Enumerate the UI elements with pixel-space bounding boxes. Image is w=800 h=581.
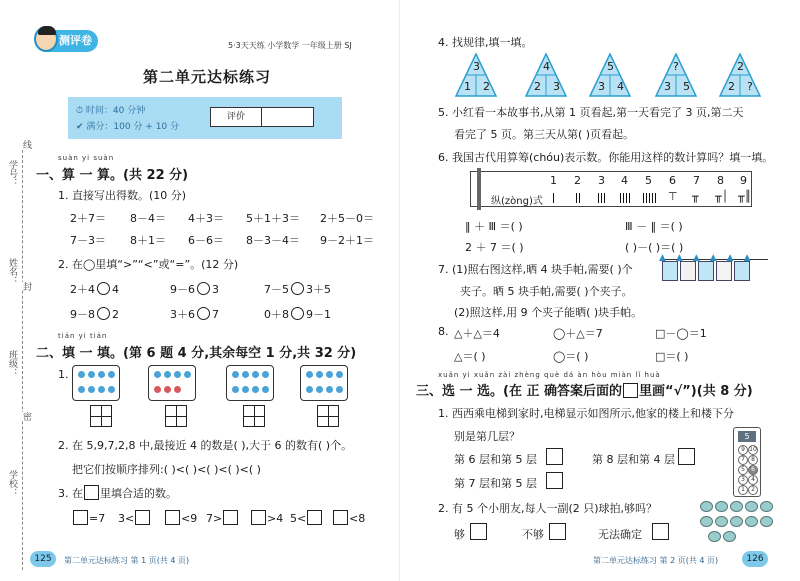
footer-left: 第二单元达标练习 第 1 页(共 4 页) [64, 556, 190, 565]
q8-answer: △＝( ) [454, 350, 486, 363]
racket-icon [760, 501, 773, 512]
section3-heading: 三、选 一 选。(在 正 确答案后面的 里画“√”)(共 8 分) [416, 384, 753, 399]
page-title: 第二单元达标练习 [143, 68, 272, 86]
fill-box-item: >4 [250, 510, 283, 525]
compare-item: 0＋8 9－1 [264, 308, 331, 321]
compare-circle[interactable] [291, 307, 304, 320]
cut-line [22, 150, 23, 570]
margin-mark: 封 [21, 282, 31, 291]
s3-q2-option-1: 够 [454, 528, 465, 541]
triangle-num: 3 [664, 80, 671, 93]
section2-heading: 二、填 一 填。(第 6 题 4 分,其余每空 1 分,共 32 分) [36, 346, 357, 361]
elevator-button: 8 [748, 455, 758, 465]
counting-rods-table [470, 171, 752, 207]
elevator-button: 4 [748, 475, 758, 485]
answer-grid[interactable] [165, 405, 187, 427]
s3-q1-option-3: 第 7 层和第 5 层 [454, 477, 537, 490]
rod-calc-4: ( )－( )＝( ) [625, 241, 684, 254]
s3-q1-option-2: 第 8 层和第 4 层 [592, 453, 675, 466]
q-s2-3-label: 3. 在 里填合适的数。 [58, 487, 177, 500]
rod-number: 3 [598, 174, 605, 187]
racket-icon [745, 501, 758, 512]
flower-box-1 [72, 365, 120, 401]
sample-box [84, 485, 99, 500]
compare-item: 3＋6 7 [170, 308, 219, 321]
compare-item: 9－6 3 [170, 283, 219, 296]
rod-glyph-6: ⊤ [668, 190, 678, 203]
margin-student-id: 学号： [7, 160, 17, 187]
fill-box-item: =7 [72, 510, 105, 525]
q-s2-1-label: 1. [58, 368, 69, 381]
elevator-button: 6 [748, 465, 758, 475]
margin-mark: 密 [21, 412, 31, 421]
calc-item: 6－6＝ [188, 234, 224, 247]
rod-number: 2 [574, 174, 581, 187]
answer-grid[interactable] [90, 405, 112, 427]
triangles-figure [454, 52, 774, 98]
section2-pinyin: tián yi tián [58, 332, 108, 340]
racket-icon [715, 516, 728, 527]
full-score: ✔ 满分：100 分 + 10 分 [76, 122, 180, 132]
fill-box[interactable] [135, 510, 150, 525]
answer-checkbox[interactable] [549, 523, 566, 540]
q6-label: 6. 我国古代用算筹(chóu)表示数。你能用这样的数计算吗？填一填。 [438, 151, 774, 164]
triangle-num: ? [673, 60, 679, 73]
margin-mark: 线 [21, 140, 31, 149]
calc-item: 2＋5－0＝ [320, 212, 374, 225]
triangle-num: 2 [483, 80, 490, 93]
binding-margin [0, 0, 34, 581]
q1-label: 1. 直接写出得数。(10 分) [58, 189, 187, 202]
racket-icon [760, 516, 773, 527]
answer-checkbox[interactable] [470, 523, 487, 540]
triangle-num: 5 [607, 60, 614, 73]
q8-eq: ◯＋△＝7 [553, 327, 603, 340]
racket-icon [730, 501, 743, 512]
q8-eq: □－◯＝1 [655, 327, 707, 340]
triangle-num: 5 [683, 80, 690, 93]
fill-box[interactable] [223, 510, 238, 525]
rod-number: 9 [740, 174, 747, 187]
elevator-button: 1 [738, 485, 748, 495]
compare-item: 7－5 3＋5 [264, 283, 331, 296]
fill-box-item: 5< [290, 510, 323, 525]
fill-box[interactable] [251, 510, 266, 525]
rod-number: 4 [621, 174, 628, 187]
elevator-button: 7 [738, 455, 748, 465]
compare-circle[interactable] [197, 307, 210, 320]
page-number-left: 125 [30, 551, 56, 567]
compare-circle[interactable] [97, 282, 110, 295]
q8-answer: ◯＝( ) [553, 350, 589, 363]
answer-checkbox[interactable] [678, 448, 695, 465]
rods-row-label: 纵(zòng)式 [491, 196, 543, 207]
rod-glyph-9: ╥║ [738, 190, 752, 203]
calc-item: 8－4＝ [130, 212, 166, 225]
time-limit: ⏱ 时间：40 分钟 [76, 106, 146, 116]
compare-circle[interactable] [197, 282, 210, 295]
triangle-num: 3 [553, 80, 560, 93]
q2-label: 2. 在◯里填“>”“<”或“=”。(12 分) [58, 258, 239, 271]
answer-grid[interactable] [243, 405, 265, 427]
compare-circle[interactable] [97, 307, 110, 320]
answer-grid[interactable] [317, 405, 339, 427]
footer-right: 第二单元达标练习 第 2 页(共 4 页) [593, 556, 719, 565]
calc-item: 9－2＋1＝ [320, 234, 374, 247]
fill-box-item: <8 [332, 510, 365, 525]
calc-item: 7－3＝ [70, 234, 106, 247]
rod-number: 8 [717, 174, 724, 187]
elevator-button: 5 [738, 465, 748, 475]
q-s2-2-line1: 2. 在 5,9,7,2,8 中,最接近 4 的数是( ),大于 6 的数有( )个。 [58, 439, 353, 452]
section3-pinyin: xuǎn yi xuǎn zài zhèng què dá àn hòu miàn lǐ huà [438, 371, 661, 379]
rod-calc-3: 2 ＋ 7 ＝( ) [465, 241, 524, 254]
calc-item: 2＋7＝ [70, 212, 106, 225]
triangle-num: 3 [473, 60, 480, 73]
racket-icon [745, 516, 758, 527]
rod-number: 5 [645, 174, 652, 187]
q5-line2: 看完了 5 页。第三天从第( )页看起。 [454, 128, 635, 141]
rod-number: 7 [693, 174, 700, 187]
evaluation-box[interactable] [210, 107, 314, 127]
racket-icon [723, 531, 736, 542]
racket-icon [730, 516, 743, 527]
calc-item: 8＋1＝ [130, 234, 166, 247]
triangle-num: 1 [464, 80, 471, 93]
answer-checkbox[interactable] [546, 472, 563, 489]
calc-item: 4＋3＝ [188, 212, 224, 225]
calc-item: 8－3－4＝ [246, 234, 300, 247]
evaluation-label: 评价 [211, 108, 262, 126]
s3-q2-option-3: 无法确定 [598, 528, 642, 541]
fill-box[interactable] [307, 510, 322, 525]
section1-heading: 一、算 一 算。(共 22 分) [36, 168, 189, 183]
answer-checkbox[interactable] [652, 523, 669, 540]
elevator-button: 3 [738, 475, 748, 485]
triangle-num: 4 [617, 80, 624, 93]
triangle-num: 4 [543, 60, 550, 73]
flower-box-3 [226, 365, 274, 401]
triangle-num: 2 [737, 60, 744, 73]
rod-number: 6 [669, 174, 676, 187]
section1-pinyin: suàn yi suàn [58, 154, 115, 162]
margin-class: 班级： [7, 350, 17, 377]
triangle-num: 2 [534, 80, 541, 93]
rod-glyph-8: ╥│ [715, 190, 729, 203]
s3-q1-line2: 别是第几层？ [454, 430, 520, 443]
s3-q1-option-1: 第 6 层和第 5 层 [454, 453, 537, 466]
exam-page: 学号： 线 姓名： 封 班级： 密 学校： 测评卷 5·3天天练 小学数学 一年级上册 SJ 第二单元达标练习 ⏱ 时间：40 分钟 ✔ 满分：100 分 + 10 分 评价 suàn yi suàn 一、算 一 算。(共 22 分) 1. 直接写出得数。(10 分) 2＋7＝ 8－4＝ 4＋3＝ 5＋1＋3＝ 2＋5－0＝ 7－3＝ 8＋1＝ 6－6＝ 8－3－4＝ 9－2＋1＝ 2. 在◯里填“>”“<”或“=”。(12 分) 2＋4 4 9－6 3 7－5 3＋5 9－8 2 3＋6 7 0＋8 9－1 tián yi tián 二、填 一 填。(第 6 题 4 分,其余每空 1 分,共 32 分) 1. 2. 在 5,9,7,2,8 中,最接近 4 的数是( ),大于 6 的数有( )个。 把它们按顺序排列:( )<( )<( )<( )<( ) 3. 在 里填合适的数。 =7 3< <9 7> >4 5< <8 125 第二单元达标练习 第 1 页(共 4 页) 4. 找规律,填一填。 3 1 2 4 2 3 5 3 4 ? 3 5 2 2 ? 5. 小红看一本故事书,从第 1 页看起,第一天看完了 3 页,第二天 看完了 5 页。第三天从第( )页看起。 6. 我国古代用算筹(chóu)表示数。你能用这样的数计算吗？填一填。 纵(zòng)式 1 2 3 4 5 6 7 8 9 ⊤ ╥ ╥│ ╥║ ‖ ＋ Ⅲ ＝( ) Ⅲ － ‖ ＝( ) 2 ＋ 7 ＝( ) ( )－( )＝( ) 7. (1)照右图这样,晒 4 块手帕,需要( )个 夹子。晒 5 块手帕,需要( )个夹子。 (2)照这样,用 9 个夹子能晒( )块手帕。 ▲▲▲▲▲▲ 8. △＋△＝4 ◯＋△＝7 □－◯＝1 △＝( ) ◯＝( ) □＝( ) xuǎn yi xuǎn zài zhèng què dá àn hòu miàn lǐ huà 三、选 一 选。(在 正 确答案后面的 里画“√”)(共 8 分) 1. 西西乘电梯到家时,电梯显示如图所示,他家的楼上和楼下分 别是第几层？ 第 6 层和第 5 层 第 8 层和第 4 层 第 7 层和第 5 层 5 9 10 7 8 5 6 3 4 1 2 2. 有 5 个小朋友,每人一副(2 只)球拍,够吗？ 够 不够 无法确定 第二单元达标练习 第 2 页(共 4 页) 126 [0, 0, 800, 581]
page-number-right: 126 [742, 551, 768, 567]
triangle-num: ? [747, 80, 753, 93]
elevator-panel [733, 427, 761, 497]
fill-box[interactable] [165, 510, 180, 525]
compare-item: 9－8 2 [70, 308, 119, 321]
q7-line1: 7. (1)照右图这样,晒 4 块手帕,需要( )个 [438, 263, 633, 276]
answer-checkbox[interactable] [546, 448, 563, 465]
margin-school: 学校： [7, 470, 17, 497]
rod-calc-1: ‖ ＋ Ⅲ ＝( ) [465, 220, 523, 233]
racket-icon [708, 531, 721, 542]
margin-name: 姓名： [7, 258, 17, 285]
fill-box[interactable] [333, 510, 348, 525]
s3-q2-option-2: 不够 [522, 528, 544, 541]
q5-line1: 5. 小红看一本故事书,从第 1 页看起,第一天看完了 3 页,第二天 [438, 106, 744, 119]
s3-q2-line1: 2. 有 5 个小朋友,每人一副(2 只)球拍,够吗？ [438, 502, 658, 515]
compare-circle[interactable] [291, 282, 304, 295]
q-s2-2-line2: 把它们按顺序排列:( )<( )<( )<( )<( ) [72, 463, 261, 476]
q8-eq: △＋△＝4 [454, 327, 500, 340]
fill-box-item: 3< [118, 510, 151, 525]
sample-box [623, 383, 638, 398]
fill-box-item: 7> [206, 510, 239, 525]
triangle-num: 2 [728, 80, 735, 93]
rod-number: 1 [550, 174, 557, 187]
flower-box-2 [148, 365, 196, 401]
mascot-icon [34, 26, 58, 52]
compare-item: 2＋4 4 [70, 283, 119, 296]
triangle-num: 3 [598, 80, 605, 93]
fill-box-item: <9 [164, 510, 197, 525]
flower-box-4 [300, 365, 348, 401]
racket-icon [700, 501, 713, 512]
q8-label: 8. [438, 325, 449, 338]
elevator-display: 5 [738, 431, 756, 442]
calc-item: 5＋1＋3＝ [246, 212, 300, 225]
rod-calc-2: Ⅲ － ‖ ＝( ) [625, 220, 683, 233]
racket-icon [700, 516, 713, 527]
page-divider [399, 0, 400, 581]
racket-icon [715, 501, 728, 512]
q8-answer: □＝( ) [655, 350, 689, 363]
fill-box[interactable] [73, 510, 88, 525]
q7-line2: 夹子。晒 5 块手帕,需要( )个夹子。 [460, 285, 633, 298]
s3-q1-line1: 1. 西西乘电梯到家时,电梯显示如图所示,他家的楼上和楼下分 [438, 407, 734, 420]
elevator-button: 10 [749, 446, 757, 453]
elevator-button: 2 [748, 485, 758, 495]
rod-glyph-7: ╥ [692, 190, 699, 203]
elevator-button: 9 [738, 445, 748, 455]
header-meta: 5·3天天练 小学数学 一年级上册 SJ [228, 41, 352, 50]
test-badge: 测评卷 [36, 30, 98, 52]
q7-line3: (2)照这样,用 9 个夹子能晒( )块手帕。 [454, 306, 643, 319]
q4-label: 4. 找规律,填一填。 [438, 36, 533, 49]
